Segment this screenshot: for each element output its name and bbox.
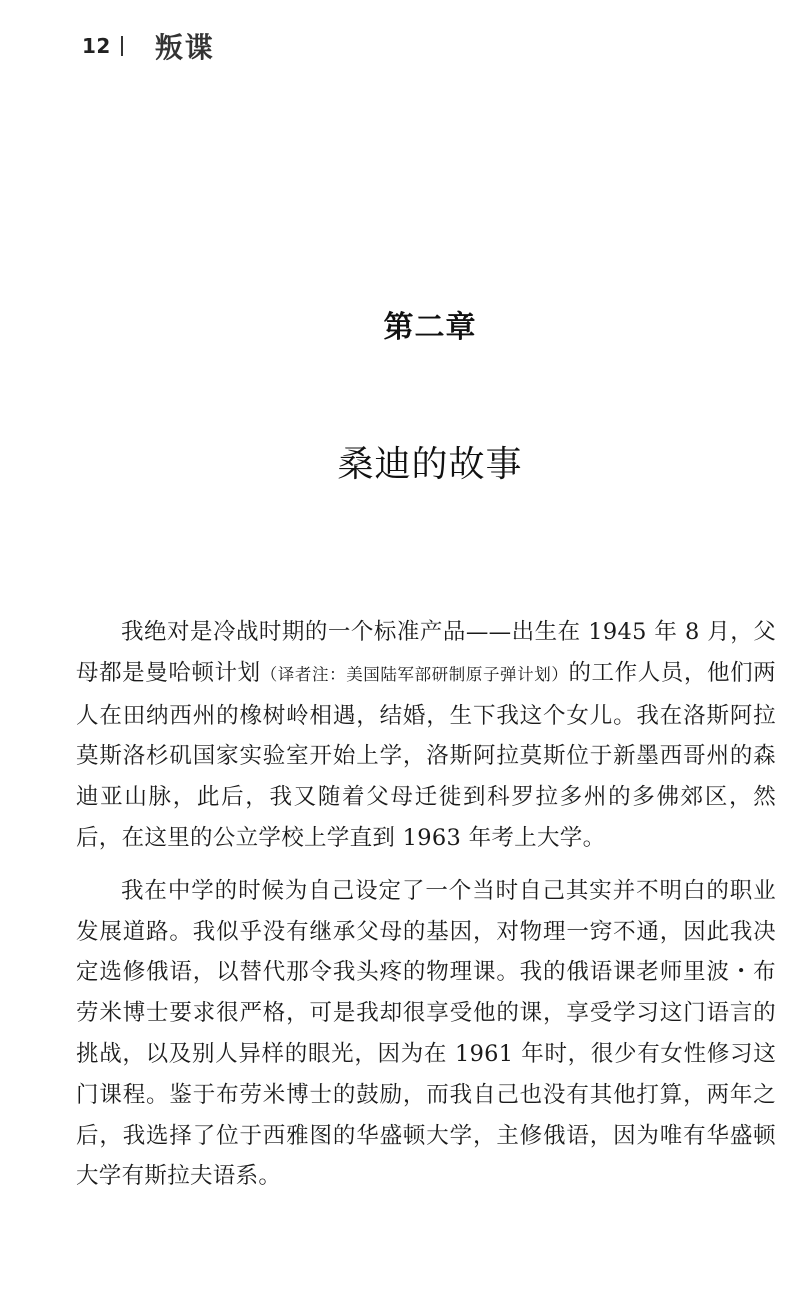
- running-header: [82, 26, 215, 66]
- paragraph-1: [76, 612, 776, 859]
- page-number: 12: [82, 34, 111, 58]
- book-title: 叛谍: [154, 31, 215, 64]
- paragraph-2: 我在中学的时候为自己设定了一个当时自己其实并不明白的职业发展道路。我似乎没有继承父母的基因，对物理一窍不通，因此我决定选修俄语，以替代那令我头疼的物理课。我的俄语课老师里波・布劳米博士要求很严格，可是我却很享受他的课，享受学习这门语言的挑战，以及别人异样的眼光，因为在 1961 年时，很少有女性修习这门课程。鉴于布劳米博士的鼓励，而我自己也没有其他打算，两年之后，我选择了位于西雅图的华盛顿大学，主修俄语，因为唯有华盛顿大学有斯拉夫语系。: [76, 877, 776, 1190]
- body-text: [76, 612, 776, 1209]
- paragraph-1-part-b: 的工作人员，他们两人在田纳西州的橡树岭相遇，结婚，生下我这个女儿。我在洛斯阿拉莫斯洛杉矶国家实验室开始上学，洛斯阿拉莫斯位于新墨西哥州的森迪亚山脉，此后，我又随着父母迁徙到科罗拉多州的多佛郊区，然后，在这里的公立学校上学直到 1963 年考上大学。: [76, 659, 776, 851]
- header-divider: [121, 36, 123, 56]
- paragraph-1-part-a: 我绝对是冷战时期的一个标准产品——出生在 1945 年 8 月，父母都是曼哈顿计划: [76, 619, 776, 686]
- chapter-title: 桑迪的故事: [337, 444, 523, 485]
- chapter-number: 第二章: [383, 310, 477, 345]
- translator-note: （译者注：美国陆军部研制原子弹计划）: [260, 664, 569, 684]
